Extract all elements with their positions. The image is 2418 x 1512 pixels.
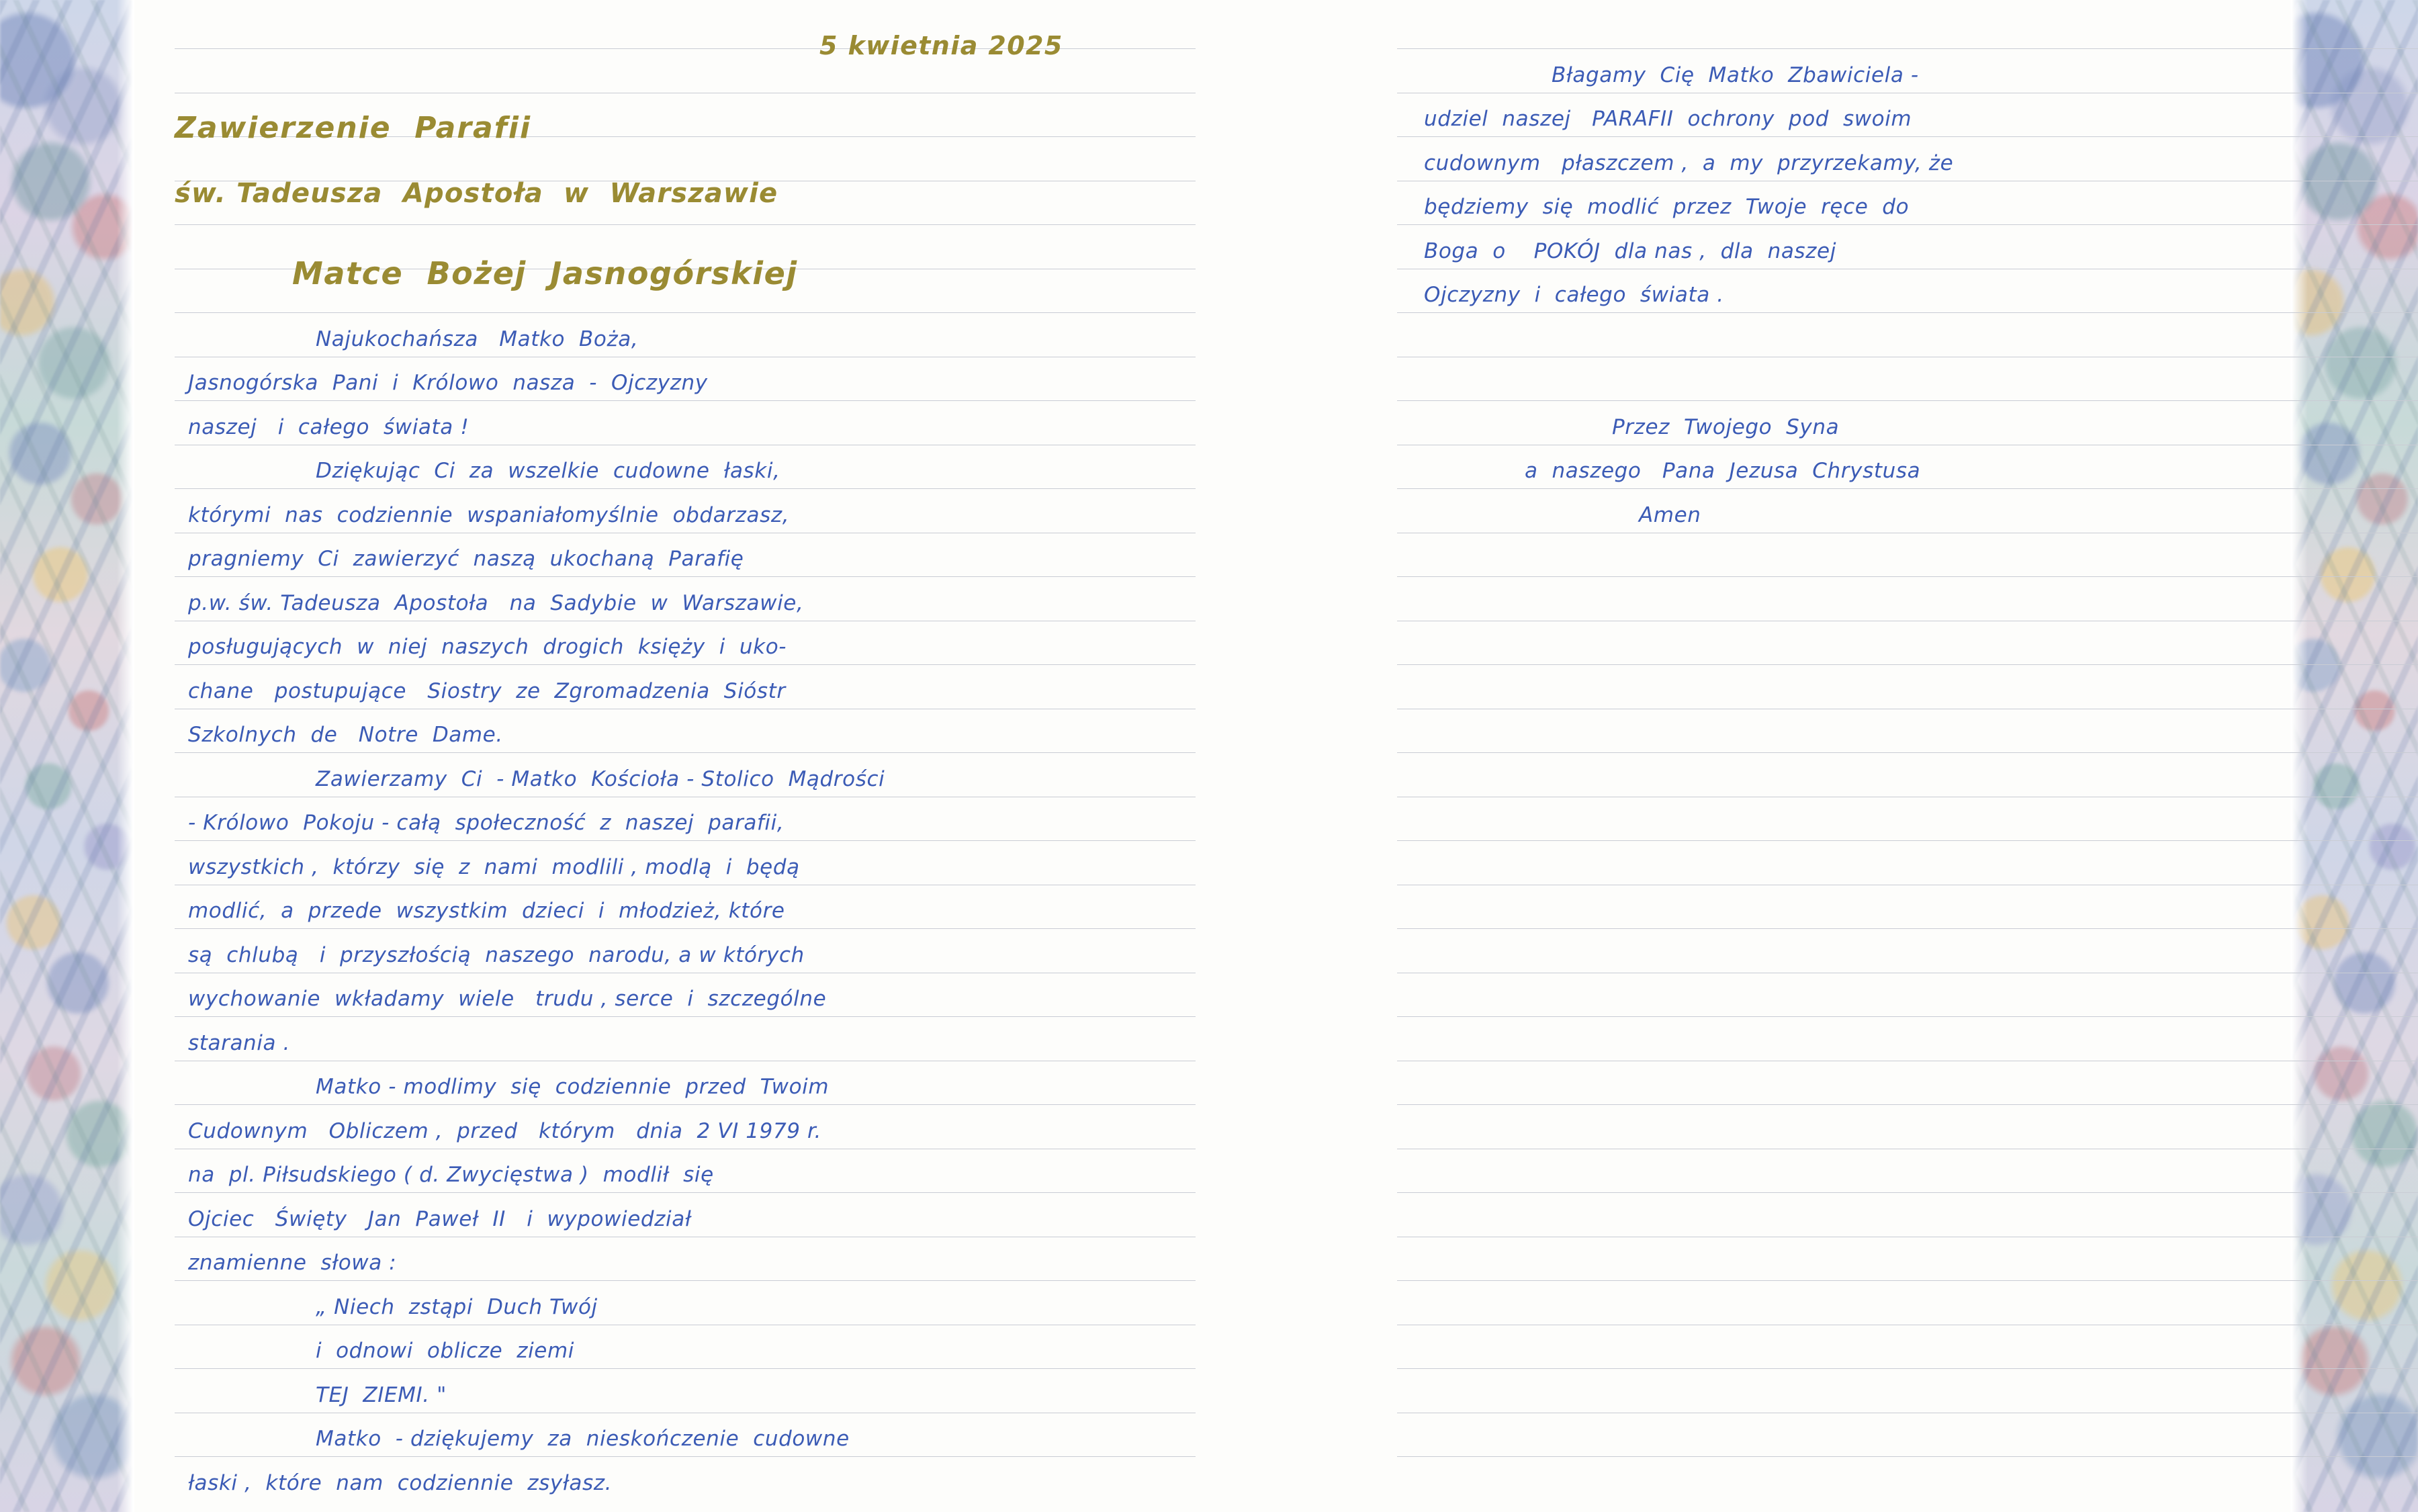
ruled-line: [1397, 1016, 2418, 1017]
ruled-line: [1397, 752, 2418, 753]
heading-line-2: św. Tadeusza Apostoła w Warszawie: [175, 178, 778, 209]
ruled-line: [175, 752, 1196, 753]
amen-line: Amen: [1639, 502, 1701, 527]
ruled-line: [1397, 928, 2418, 929]
left-handwritten-line: naszej i całego świata !: [188, 414, 469, 439]
left-handwritten-line: Matko - dziękujemy za nieskończenie cudowne: [316, 1427, 850, 1451]
left-handwritten-line: Zawierzamy Ci - Matko Kościoła - Stolico Mądrości: [316, 766, 885, 791]
ruled-line: [175, 1368, 1196, 1369]
ruled-line: [1397, 1104, 2418, 1105]
ruled-line: [175, 400, 1196, 401]
left-handwritten-line: wychowanie wkładamy wiele trudu , serce i szczególne: [188, 987, 827, 1011]
left-handwritten-line: są chlubą i przyszłością naszego narodu, a w których: [188, 942, 805, 967]
ruled-line: [1397, 312, 2418, 313]
ruled-line: [1397, 1280, 2418, 1281]
ruled-line: [175, 576, 1196, 577]
ruled-line: [1397, 400, 2418, 401]
ruled-line: [175, 928, 1196, 929]
ruled-lines-right: [1397, 0, 2418, 1512]
ruled-line: [175, 1456, 1196, 1457]
left-handwritten-line: chane postupujące Siostry ze Zgromadzenia Sióstr: [188, 678, 786, 703]
ruled-line: [1397, 576, 2418, 577]
left-handwritten-line: którymi nas codziennie wspaniałomyślnie obdarzasz,: [188, 502, 790, 527]
ruled-line: [1397, 664, 2418, 665]
left-handwritten-line: na pl. Piłsudskiego ( d. Zwycięstwa ) modlił się: [188, 1163, 714, 1187]
right-handwritten-line: Błagamy Cię Matko Zbawiciela -: [1552, 62, 1919, 87]
ruled-line: [1397, 136, 2418, 137]
left-handwritten-line: modlić, a przede wszystkim dzieci i młodzież, które: [188, 899, 785, 923]
right-handwritten-line: Ojczyzny i całego świata .: [1424, 283, 1724, 307]
closing-line: Przez Twojego Syna: [1612, 414, 1840, 439]
right-handwritten-line: Boga o POKÓJ dla nas , dla naszej: [1424, 238, 1836, 263]
ruled-lines-left: [175, 0, 1196, 1512]
ruled-line: [175, 1280, 1196, 1281]
ruled-line: [1397, 1192, 2418, 1193]
left-text-column: [175, 0, 1196, 1512]
left-handwritten-line: Szkolnych de Notre Dame.: [188, 723, 503, 747]
heading-line-1: Zawierzenie Parafii: [175, 111, 532, 145]
left-handwritten-line: znamienne słowa :: [188, 1251, 397, 1275]
left-handwritten-line: Ojciec Święty Jan Paweł II i wypowiedział: [188, 1206, 692, 1231]
letter-date: 5 kwietnia 2025: [819, 31, 1063, 60]
leaf-texture-left: [0, 0, 134, 1512]
left-handwritten-line: wszystkich , którzy się z nami modlili , modlą i będą: [188, 854, 800, 879]
border-fade-left: [117, 0, 134, 1512]
right-text-column: [1397, 0, 2418, 1512]
ruled-line: [1397, 224, 2418, 225]
ruled-line: [175, 224, 1196, 225]
ruled-line: [175, 1192, 1196, 1193]
left-handwritten-line: Jasnogórska Pani i Królowo nasza - Ojczyzny: [188, 371, 708, 395]
left-handwritten-line: - Królowo Pokoju - całą społeczność z naszej parafii,: [188, 811, 785, 835]
ruled-line: [175, 1104, 1196, 1105]
ruled-paper-sheet: [134, 0, 2290, 1512]
left-handwritten-line: starania .: [188, 1030, 291, 1055]
ruled-line: [1397, 48, 2418, 49]
left-handwritten-line: Dziękując Ci za wszelkie cudowne łaski,: [316, 459, 780, 483]
left-handwritten-line: TEJ ZIEMI. ": [316, 1382, 447, 1407]
ruled-line: [175, 1016, 1196, 1017]
decorative-floral-border-left: [0, 0, 134, 1512]
left-handwritten-line: posługujących w niej naszych drogich księży i uko-: [188, 635, 787, 659]
left-handwritten-line: Najukochańsza Matko Boża,: [316, 326, 639, 351]
ruled-line: [175, 840, 1196, 841]
left-handwritten-line: Matko - modlimy się codziennie przed Twoim: [316, 1075, 830, 1099]
left-handwritten-line: łaski , które nam codziennie zsyłasz.: [188, 1470, 613, 1495]
closing-line: a naszego Pana Jezusa Chrystusa: [1525, 459, 1921, 483]
heading-line-3: Matce Bożej Jasnogórskiej: [292, 255, 798, 292]
right-handwritten-line: będziemy się modlić przez Twoje ręce do: [1424, 195, 1910, 219]
left-handwritten-line: „ Niech zstąpi Duch Twój: [316, 1294, 598, 1319]
left-handwritten-line: i odnowi oblicze ziemi: [316, 1339, 574, 1363]
left-handwritten-line: pragniemy Ci zawierzyć naszą ukochaną Parafię: [188, 547, 744, 571]
ruled-line: [175, 488, 1196, 489]
ruled-line: [175, 312, 1196, 313]
ruled-line: [1397, 1456, 2418, 1457]
right-handwritten-line: udziel naszej PARAFII ochrony pod swoim: [1424, 107, 1912, 131]
ruled-line: [1397, 1368, 2418, 1369]
ruled-line: [1397, 840, 2418, 841]
ruled-line: [175, 664, 1196, 665]
left-handwritten-line: Cudownym Obliczem , przed którym dnia 2 VI 1979 r.: [188, 1118, 822, 1143]
left-handwritten-line: p.w. św. Tadeusza Apostoła na Sadybie w Warszawie,: [188, 590, 804, 615]
ruled-line: [1397, 488, 2418, 489]
right-handwritten-line: cudownym płaszczem , a my przyrzekamy, że: [1424, 150, 1954, 175]
